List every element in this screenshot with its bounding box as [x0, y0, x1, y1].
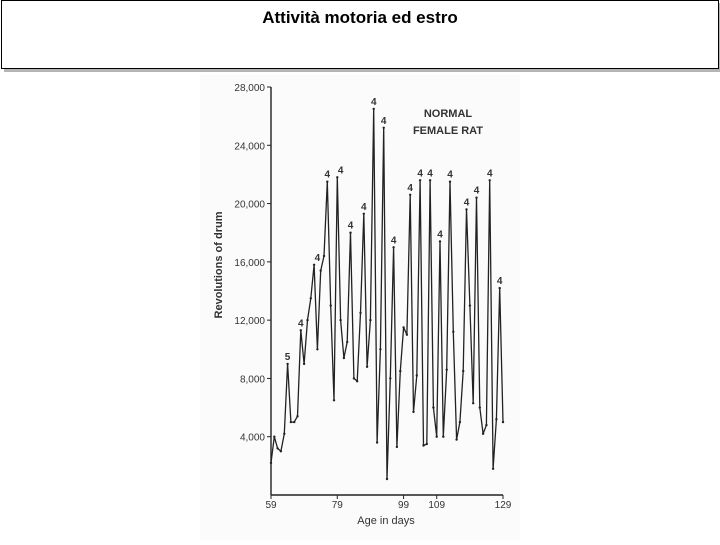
data-point	[432, 406, 434, 408]
data-point	[379, 348, 381, 350]
peak-label: 4	[298, 318, 304, 330]
data-point	[419, 179, 421, 181]
x-tick-label: 129	[494, 500, 512, 511]
data-point	[439, 240, 441, 242]
data-point	[313, 264, 315, 266]
peak-label: 5	[284, 351, 291, 363]
x-axis-label: Age in days	[357, 515, 415, 527]
peak-label: 4	[486, 168, 493, 180]
x-tick-label: 99	[398, 500, 410, 511]
data-point	[426, 443, 428, 445]
data-point	[489, 179, 491, 181]
data-point	[416, 374, 418, 376]
data-point	[306, 319, 308, 321]
y-tick-label: 4,000	[239, 432, 265, 444]
data-point	[339, 319, 341, 321]
data-point	[406, 334, 408, 336]
data-point	[343, 357, 345, 359]
data-point	[469, 304, 471, 306]
data-point	[310, 297, 312, 299]
chart-series	[270, 108, 504, 481]
annotation-line-1: NORMAL	[423, 108, 473, 120]
data-point	[316, 348, 318, 350]
title-box	[1, 0, 719, 69]
peak-label: 4	[370, 96, 377, 108]
data-point	[270, 462, 272, 464]
data-point	[333, 399, 335, 401]
data-point	[300, 329, 302, 331]
peak-label: 4	[337, 165, 344, 177]
peak-label: 4	[417, 168, 423, 180]
data-point	[303, 363, 305, 365]
peak-label: 4	[324, 169, 331, 181]
peak-label: 4	[347, 220, 354, 232]
y-tick-label: 16,000	[234, 257, 265, 269]
data-point	[499, 287, 501, 289]
peak-label: 4	[380, 115, 387, 127]
data-point	[330, 304, 332, 306]
y-tick-label: 8,000	[239, 374, 265, 386]
data-point	[373, 108, 375, 110]
y-axis-label: Revolutions of drum	[213, 211, 225, 319]
data-point	[290, 421, 292, 423]
data-point	[349, 232, 351, 234]
data-point	[492, 468, 494, 470]
data-point	[326, 181, 328, 183]
data-point	[465, 208, 467, 210]
data-point	[462, 370, 464, 372]
data-point	[485, 424, 487, 426]
data-point	[452, 331, 454, 333]
peak-label: 4	[437, 229, 443, 241]
data-point	[323, 255, 325, 257]
data-point	[396, 446, 398, 448]
peak-label: 4	[361, 201, 367, 213]
data-point	[320, 269, 322, 271]
peak-label: 4	[496, 276, 503, 288]
x-tick-label: 79	[331, 500, 343, 511]
data-point	[495, 418, 497, 420]
slide-title: Attività motoria ed estro	[262, 8, 458, 27]
series-line	[271, 109, 503, 479]
annotation-line-2: FEMALE RAT	[412, 125, 484, 137]
data-point	[446, 369, 448, 371]
data-point	[383, 127, 385, 129]
chart-figure	[200, 75, 520, 540]
peak-label: 4	[390, 235, 397, 247]
y-tick-label: 28,000	[234, 83, 265, 94]
y-tick-label: 12,000	[234, 316, 265, 328]
peak-label: 4	[447, 169, 453, 181]
data-point	[283, 433, 285, 435]
data-point	[369, 319, 371, 321]
data-point	[386, 478, 388, 480]
revolutions-chart	[200, 75, 520, 540]
data-point	[376, 441, 378, 443]
peak-label: 4	[463, 197, 470, 209]
data-point	[399, 370, 401, 372]
data-point	[482, 433, 484, 435]
data-point	[353, 377, 355, 379]
data-point	[502, 421, 504, 423]
data-point	[472, 402, 474, 404]
data-point	[449, 181, 451, 183]
data-point	[276, 447, 278, 449]
x-tick-label: 59	[265, 500, 277, 511]
data-point	[442, 436, 444, 438]
data-point	[412, 411, 414, 413]
data-point	[293, 421, 295, 423]
data-point	[286, 363, 288, 365]
data-point	[366, 366, 368, 368]
peak-label: 4	[473, 185, 480, 197]
peak-label: 4	[314, 252, 321, 264]
x-tick-label: 109	[428, 500, 446, 511]
data-point	[296, 415, 298, 417]
data-point	[280, 450, 282, 452]
data-point	[422, 444, 424, 446]
data-point	[346, 341, 348, 343]
data-point	[356, 380, 358, 382]
data-point	[455, 438, 457, 440]
data-point	[475, 197, 477, 199]
data-point	[392, 246, 394, 248]
data-point	[436, 436, 438, 438]
peak-label: 4	[427, 168, 433, 180]
y-tick-label: 24,000	[234, 141, 265, 153]
data-point	[459, 421, 461, 423]
y-tick-label: 20,000	[234, 199, 265, 211]
data-point	[479, 406, 481, 408]
data-point	[359, 312, 361, 314]
data-point	[389, 377, 391, 379]
data-point	[402, 326, 404, 328]
data-point	[409, 194, 411, 196]
peak-label: 4	[407, 182, 413, 194]
data-point	[429, 179, 431, 181]
data-point	[336, 176, 338, 178]
data-point	[273, 436, 275, 438]
data-point	[363, 213, 365, 215]
